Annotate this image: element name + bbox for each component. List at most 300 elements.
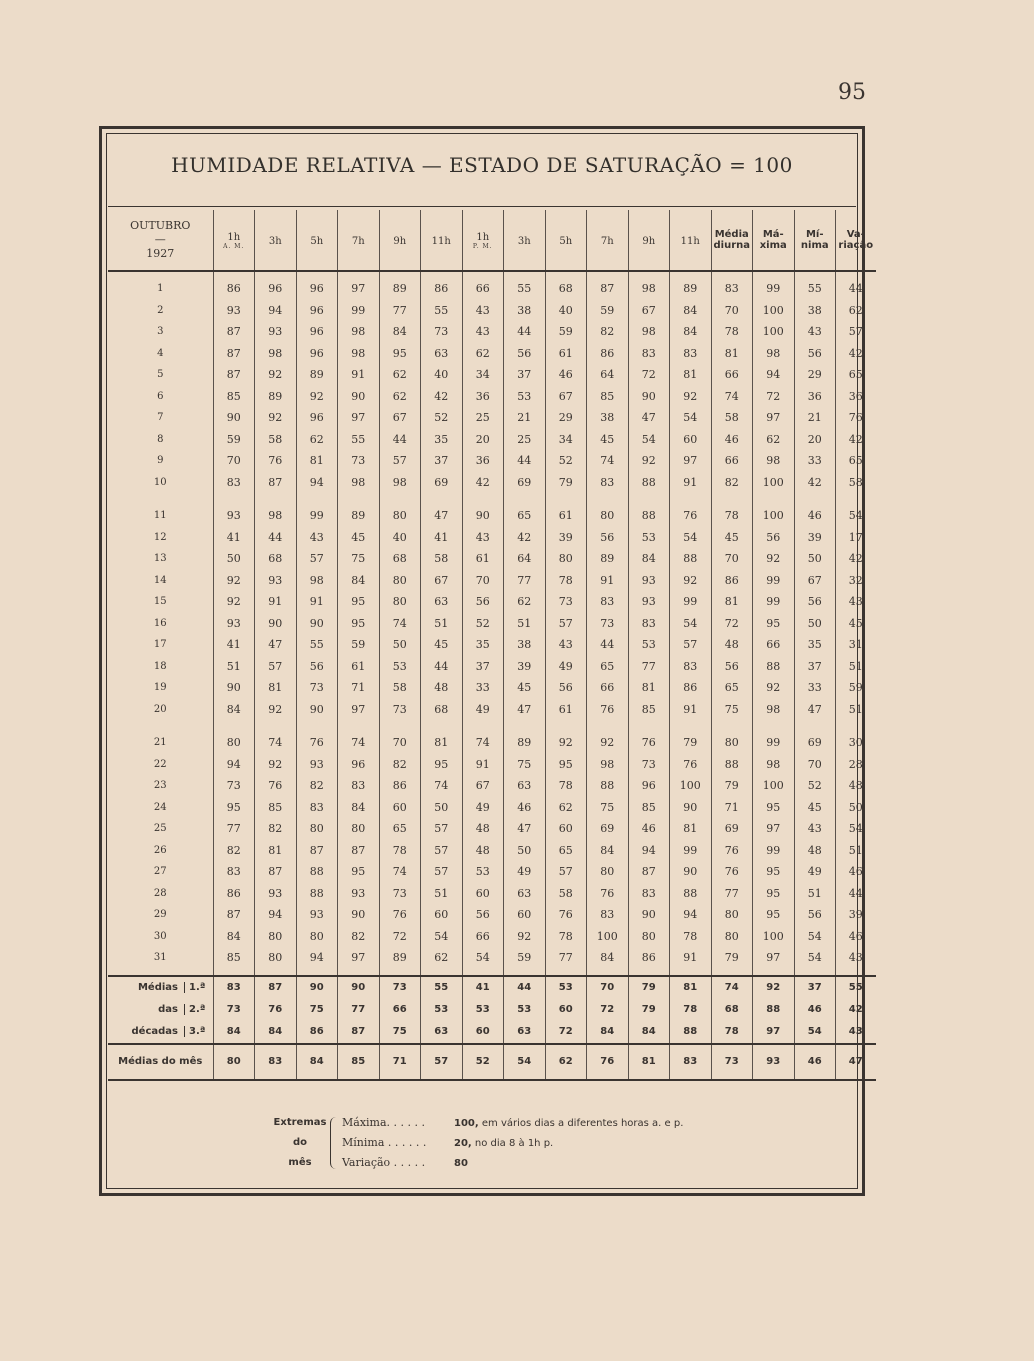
month-mean-value: 84 (296, 1044, 338, 1080)
value-cell: 69 (587, 818, 629, 840)
value-cell: 67 (462, 775, 504, 797)
value-cell: 98 (587, 754, 629, 776)
table-row (108, 570, 876, 592)
value-cell: 77 (711, 883, 753, 905)
value-cell: 33 (794, 450, 836, 472)
value-cell: 84 (338, 797, 380, 819)
decade-mean-value: 84 (587, 1021, 629, 1044)
value-cell: 62 (296, 429, 338, 451)
value-cell: 89 (379, 278, 421, 300)
spacer-cell (545, 271, 587, 278)
value-cell: 57 (421, 818, 463, 840)
value-cell: 43 (794, 818, 836, 840)
value-cell: 37 (794, 656, 836, 678)
day-cell: 20 (153, 703, 167, 715)
value-cell: 57 (255, 656, 297, 678)
value-cell: 57 (421, 861, 463, 883)
value-cell: 100 (670, 775, 712, 797)
value-cell: 93 (338, 883, 380, 905)
value-cell: 67 (794, 570, 836, 592)
month-label: OUTUBRO (130, 219, 191, 232)
decade-mean-value: 90 (296, 976, 338, 999)
spacer-cell (836, 271, 876, 278)
value-cell: 59 (213, 429, 255, 451)
value-cell: 98 (296, 570, 338, 592)
value-cell: 44 (504, 321, 546, 343)
value-cell: 96 (296, 407, 338, 429)
value-cell: 42 (462, 472, 504, 494)
hour-label: 11h (680, 235, 700, 247)
value-cell: 93 (213, 505, 255, 527)
value-cell: 42 (421, 386, 463, 408)
spacer-cell (628, 969, 670, 976)
value-cell: 79 (670, 732, 712, 754)
value-cell: 97 (338, 699, 380, 721)
value-cell: 93 (296, 904, 338, 926)
value-cell: 87 (628, 861, 670, 883)
value-cell: 76 (670, 754, 712, 776)
value-cell: 50 (421, 797, 463, 819)
value-cell: 47 (421, 505, 463, 527)
value-cell: 40 (379, 527, 421, 549)
table-row (108, 818, 876, 840)
value-cell: 59 (545, 321, 587, 343)
value-cell: 90 (213, 407, 255, 429)
decade-mean-value: 54 (794, 1021, 836, 1044)
value-cell: 54 (462, 947, 504, 969)
value-cell: 51 (421, 613, 463, 635)
page-title: HUMIDADE RELATIVA — ESTADO DE SATURAÇÃO = 100 (171, 153, 793, 177)
value-cell: 61 (545, 343, 587, 365)
decade-mean-value: 76 (255, 999, 297, 1021)
value-cell: 60 (504, 904, 546, 926)
value-cell: 94 (255, 300, 297, 322)
value-cell: 20 (462, 429, 504, 451)
decade-mean-value: 66 (379, 999, 421, 1021)
value-cell: 82 (587, 321, 629, 343)
spacer-cell (296, 271, 338, 278)
decade-mean-value: 92 (753, 976, 795, 999)
value-cell: 74 (462, 732, 504, 754)
value-cell: 86 (421, 278, 463, 300)
table-row (108, 775, 876, 797)
hour-label: 1h (227, 232, 241, 243)
value-cell: 76 (545, 904, 587, 926)
value-cell: 63 (504, 775, 546, 797)
month-mean-value: 76 (587, 1044, 629, 1080)
decade-mean-value: 55 (836, 976, 876, 999)
spacer-cell (108, 271, 213, 278)
value-cell: 99 (338, 300, 380, 322)
value-cell: 100 (753, 472, 795, 494)
value-cell: 54 (836, 818, 876, 840)
minima-header (794, 210, 836, 271)
month-mean-value: 54 (504, 1044, 546, 1080)
decade-mean-value: 74 (711, 976, 753, 999)
value-cell: 98 (338, 472, 380, 494)
decade-mean-value: 78 (670, 999, 712, 1021)
value-cell: 57 (296, 548, 338, 570)
decade-mean-value: 42 (836, 999, 876, 1021)
spacer-cell (753, 271, 795, 278)
value-cell: 73 (421, 321, 463, 343)
value-cell: 66 (711, 364, 753, 386)
extreme-note: no dia 8 à 1h p. (471, 1138, 554, 1149)
value-cell: 73 (379, 883, 421, 905)
hour-label: 11h (431, 235, 451, 247)
month-mean-value: 62 (545, 1044, 587, 1080)
value-cell: 76 (296, 732, 338, 754)
value-cell: 77 (545, 947, 587, 969)
value-cell: 39 (836, 904, 876, 926)
value-cell: 86 (670, 677, 712, 699)
value-cell: 62 (504, 591, 546, 613)
value-cell: 95 (379, 343, 421, 365)
value-cell: 94 (628, 840, 670, 862)
day-cell: 7 (157, 412, 164, 424)
decade-mean-value: 63 (504, 1021, 546, 1044)
extremes-label (272, 1113, 328, 1173)
value-cell: 89 (670, 278, 712, 300)
value-cell: 76 (587, 883, 629, 905)
spacer-cell (255, 969, 297, 976)
value-cell: 80 (379, 591, 421, 613)
value-cell: 57 (421, 840, 463, 862)
value-cell: 25 (504, 429, 546, 451)
minima-header-line: nima (800, 240, 829, 251)
value-cell: 82 (255, 818, 297, 840)
value-cell: 92 (628, 450, 670, 472)
value-cell: 92 (753, 677, 795, 699)
spacer-cell (379, 271, 421, 278)
decade-mean-value: 43 (836, 1021, 876, 1044)
day-cell: 8 (157, 433, 164, 445)
value-cell: 80 (213, 732, 255, 754)
decade-mean-row (108, 976, 876, 999)
value-cell: 59 (587, 300, 629, 322)
value-cell: 100 (753, 775, 795, 797)
value-cell: 93 (296, 754, 338, 776)
value-cell: 98 (628, 321, 670, 343)
value-cell: 48 (794, 840, 836, 862)
extreme-name: Variação . . . . . (342, 1156, 426, 1169)
day-cell: 18 (153, 660, 167, 672)
value-cell: 56 (794, 904, 836, 926)
value-cell: 65 (836, 364, 876, 386)
value-cell: 79 (545, 472, 587, 494)
spacer-cell (421, 969, 463, 976)
value-cell: 55 (504, 278, 546, 300)
value-cell: 35 (421, 429, 463, 451)
hour-header (379, 210, 421, 271)
value-cell: 92 (587, 732, 629, 754)
value-cell: 37 (462, 656, 504, 678)
value-cell: 95 (338, 861, 380, 883)
ampm-label: P. M. (472, 243, 493, 250)
value-cell: 92 (545, 732, 587, 754)
decade-ordinal: 2.ª (184, 1004, 205, 1015)
value-cell: 88 (711, 754, 753, 776)
maxima-header (753, 210, 795, 271)
value-cell: 61 (338, 656, 380, 678)
value-cell: 88 (628, 505, 670, 527)
value-cell: 44 (421, 656, 463, 678)
table-row (108, 926, 876, 948)
month-mean-value: 46 (794, 1044, 836, 1080)
value-cell: 84 (587, 947, 629, 969)
value-cell: 98 (753, 699, 795, 721)
value-cell: 44 (836, 883, 876, 905)
month-mean-value: 83 (670, 1044, 712, 1080)
month-mean-value: 57 (421, 1044, 463, 1080)
value-cell: 91 (296, 591, 338, 613)
value-cell: 20 (794, 429, 836, 451)
value-cell: 81 (711, 343, 753, 365)
decade-mean-value: 53 (545, 976, 587, 999)
extreme-line (342, 1153, 772, 1173)
value-cell: 45 (836, 613, 876, 635)
value-cell: 99 (296, 505, 338, 527)
table-row (108, 527, 876, 549)
value-cell: 81 (670, 364, 712, 386)
month-mean-value: 83 (255, 1044, 297, 1080)
value-cell: 75 (711, 699, 753, 721)
table-row (108, 904, 876, 926)
value-cell: 45 (504, 677, 546, 699)
value-cell: 89 (338, 505, 380, 527)
value-cell: 52 (462, 613, 504, 635)
value-cell: 95 (753, 904, 795, 926)
value-cell: 72 (379, 926, 421, 948)
value-cell: 74 (379, 861, 421, 883)
value-cell: 78 (545, 775, 587, 797)
value-cell: 80 (711, 732, 753, 754)
value-cell: 98 (753, 754, 795, 776)
decade-mean-value: 84 (213, 1021, 255, 1044)
day-cell: 29 (153, 909, 167, 921)
value-cell: 21 (794, 407, 836, 429)
value-cell: 45 (587, 429, 629, 451)
decade-mean-value: 53 (421, 999, 463, 1021)
decade-mean-value: 72 (587, 999, 629, 1021)
day-cell: 25 (153, 823, 167, 835)
decade-ordinal: 1.ª (184, 982, 205, 993)
value-cell: 90 (296, 613, 338, 635)
extremes-word: mês (288, 1157, 312, 1168)
value-cell: 58 (255, 429, 297, 451)
spacer-cell (213, 969, 255, 976)
value-cell: 86 (628, 947, 670, 969)
value-cell: 87 (213, 364, 255, 386)
value-cell: 60 (462, 883, 504, 905)
value-cell: 90 (296, 699, 338, 721)
decade-mean-word: das (158, 1004, 178, 1015)
value-cell: 81 (670, 818, 712, 840)
decade-mean-value: 84 (255, 1021, 297, 1044)
value-cell: 70 (379, 732, 421, 754)
value-cell: 43 (296, 527, 338, 549)
value-cell: 80 (338, 818, 380, 840)
value-cell: 81 (628, 677, 670, 699)
day-cell: 21 (153, 737, 167, 749)
day-cell: 10 (153, 476, 167, 488)
value-cell: 62 (379, 364, 421, 386)
value-cell: 76 (836, 407, 876, 429)
value-cell: 87 (213, 343, 255, 365)
value-cell: 92 (670, 570, 712, 592)
value-cell: 48 (711, 634, 753, 656)
value-cell: 70 (213, 450, 255, 472)
value-cell: 81 (711, 591, 753, 613)
value-cell: 69 (794, 732, 836, 754)
value-cell: 93 (628, 591, 670, 613)
value-cell: 47 (628, 407, 670, 429)
day-cell: 17 (153, 639, 167, 651)
value-cell: 92 (670, 386, 712, 408)
value-cell: 91 (670, 699, 712, 721)
decade-mean-value: 81 (670, 976, 712, 999)
value-cell: 75 (338, 548, 380, 570)
hour-header (670, 210, 712, 271)
decade-mean-value: 79 (628, 976, 670, 999)
extreme-value: 80 (454, 1158, 468, 1169)
value-cell: 66 (587, 677, 629, 699)
day-cell: 28 (153, 887, 167, 899)
value-cell: 58 (379, 677, 421, 699)
value-cell: 52 (794, 775, 836, 797)
value-cell: 57 (545, 861, 587, 883)
value-cell: 85 (255, 797, 297, 819)
value-cell: 73 (545, 591, 587, 613)
hour-header (587, 210, 629, 271)
value-cell: 90 (338, 904, 380, 926)
value-cell: 97 (670, 450, 712, 472)
value-cell: 65 (379, 818, 421, 840)
value-cell: 81 (255, 840, 297, 862)
value-cell: 36 (462, 386, 504, 408)
table-row (108, 699, 876, 721)
value-cell: 38 (504, 300, 546, 322)
value-cell: 87 (587, 278, 629, 300)
value-cell: 62 (753, 429, 795, 451)
spacer-cell (587, 271, 629, 278)
decade-mean-value: 60 (462, 1021, 504, 1044)
value-cell: 95 (338, 613, 380, 635)
value-cell: 51 (504, 613, 546, 635)
value-cell: 56 (504, 343, 546, 365)
table-row (108, 300, 876, 322)
value-cell: 45 (421, 634, 463, 656)
value-cell: 85 (213, 386, 255, 408)
value-cell: 77 (628, 656, 670, 678)
value-cell: 36 (836, 386, 876, 408)
value-cell: 62 (462, 343, 504, 365)
value-cell: 56 (794, 343, 836, 365)
value-cell: 78 (711, 505, 753, 527)
value-cell: 92 (296, 386, 338, 408)
value-cell: 53 (628, 634, 670, 656)
value-cell: 67 (545, 386, 587, 408)
decade-mean-label (108, 976, 213, 999)
value-cell: 96 (628, 775, 670, 797)
day-cell: 22 (153, 758, 167, 770)
value-cell: 43 (462, 527, 504, 549)
value-cell: 85 (628, 699, 670, 721)
value-cell: 56 (753, 527, 795, 549)
value-cell: 68 (379, 548, 421, 570)
value-cell: 49 (545, 656, 587, 678)
table-row (108, 472, 876, 494)
value-cell: 61 (545, 699, 587, 721)
value-cell: 44 (379, 429, 421, 451)
value-cell: 88 (296, 883, 338, 905)
value-cell: 78 (545, 926, 587, 948)
value-cell: 91 (462, 754, 504, 776)
value-cell: 98 (255, 343, 297, 365)
value-cell: 99 (753, 591, 795, 613)
maxima-header-line: xima (759, 240, 787, 251)
value-cell: 51 (836, 840, 876, 862)
value-cell: 45 (711, 527, 753, 549)
value-cell: 47 (255, 634, 297, 656)
value-cell: 56 (462, 591, 504, 613)
month-mean-row (108, 1044, 876, 1080)
value-cell: 90 (628, 904, 670, 926)
value-cell: 92 (255, 754, 297, 776)
value-cell: 74 (379, 613, 421, 635)
value-cell: 68 (421, 699, 463, 721)
value-cell: 51 (421, 883, 463, 905)
spacer-cell (545, 969, 587, 976)
value-cell: 80 (587, 505, 629, 527)
decade-mean-value: 83 (213, 976, 255, 999)
value-cell: 46 (504, 797, 546, 819)
value-cell: 58 (421, 548, 463, 570)
value-cell: 100 (753, 505, 795, 527)
value-cell: 91 (587, 570, 629, 592)
value-cell: 56 (711, 656, 753, 678)
value-cell: 53 (628, 527, 670, 549)
hour-header (545, 210, 587, 271)
value-cell: 90 (670, 861, 712, 883)
value-cell: 87 (255, 472, 297, 494)
extremes-lines (342, 1113, 772, 1173)
day-cell: 9 (157, 455, 164, 467)
value-cell: 63 (421, 343, 463, 365)
table-row (108, 343, 876, 365)
value-cell: 76 (255, 450, 297, 472)
value-cell: 95 (213, 797, 255, 819)
decade-mean-value: 79 (628, 999, 670, 1021)
hour-label: 7h (351, 235, 365, 247)
value-cell: 93 (213, 300, 255, 322)
value-cell: 57 (836, 321, 876, 343)
value-cell: 74 (255, 732, 297, 754)
value-cell: 51 (836, 699, 876, 721)
value-cell: 53 (379, 656, 421, 678)
value-cell: 73 (296, 677, 338, 699)
value-cell: 74 (338, 732, 380, 754)
decade-mean-value: 86 (296, 1021, 338, 1044)
decade-mean-label (108, 1021, 213, 1044)
value-cell: 34 (545, 429, 587, 451)
value-cell: 84 (670, 300, 712, 322)
value-cell: 83 (213, 472, 255, 494)
value-cell: 98 (338, 343, 380, 365)
day-cell: 1 (157, 283, 164, 295)
value-cell: 98 (628, 278, 670, 300)
day-cell: 30 (153, 930, 167, 942)
